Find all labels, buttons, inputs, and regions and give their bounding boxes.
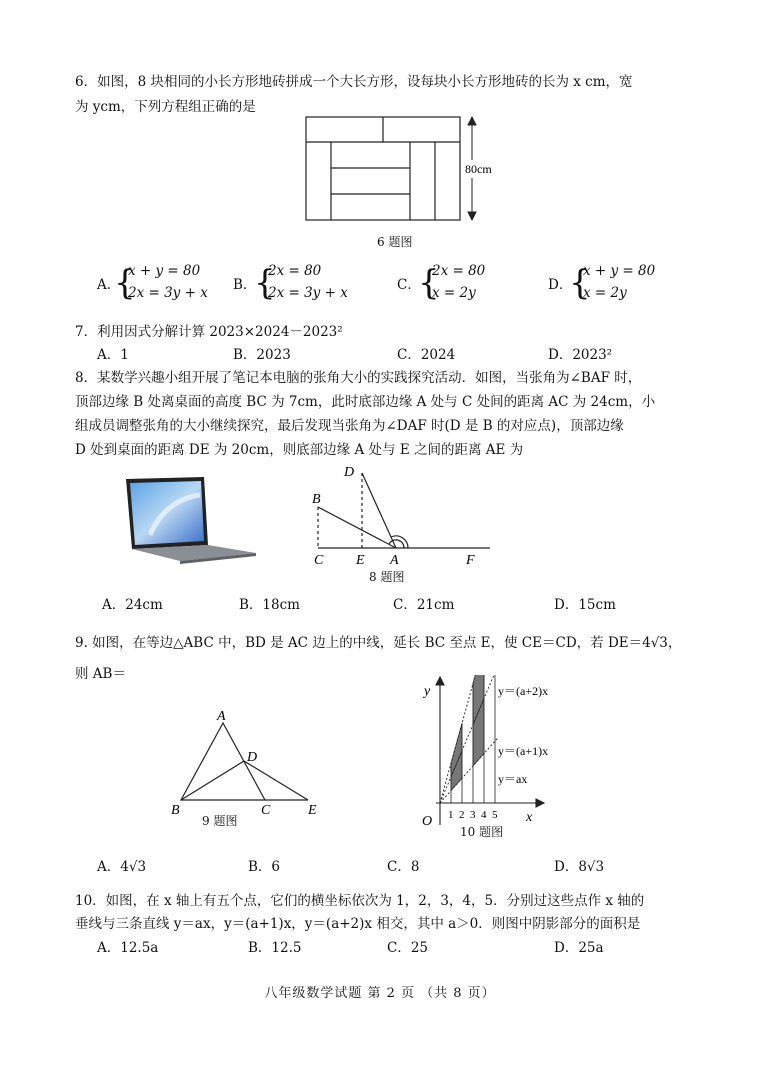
q10-line-a-label: y＝ax bbox=[498, 772, 528, 786]
q7-stem: 7．利用因式分解计算 2023×2024－2023² bbox=[75, 324, 343, 340]
q9-point-a: A bbox=[217, 709, 226, 724]
q9-segment-de bbox=[244, 761, 308, 800]
q7-option-a: A．1 bbox=[97, 347, 129, 363]
q8-stem-line3: 组成员调整张角的大小继续探究，最后发现当张角为∠DAF 时(D 是 B 的对应点)，顶部边缘 bbox=[75, 418, 624, 434]
q8-figure bbox=[300, 460, 500, 580]
q9-point-c: C bbox=[261, 803, 271, 817]
q8-point-a: A bbox=[390, 553, 399, 568]
q6-option-b: { 2x = 80 2x = 3y + x bbox=[254, 263, 348, 303]
q6-option-c: { 2x = 80 x = 2y bbox=[418, 263, 486, 303]
q10-figure bbox=[410, 675, 580, 835]
q6-option-d-eq2: x = 2y bbox=[583, 285, 627, 301]
q8-option-a: A．24cm bbox=[102, 597, 163, 613]
q9-option-d: D．8√3 bbox=[554, 859, 605, 875]
q7-option-c: C．2024 bbox=[397, 347, 456, 363]
q6-stem-line1: 6．如图，8 块相同的小长方形地砖拼成一个大长方形，设每块小长方形地砖的长为 x cm，宽 bbox=[75, 74, 633, 90]
q8-point-c: C bbox=[314, 553, 324, 568]
q8-segment-ba bbox=[318, 507, 396, 548]
page-footer: 八年级数学试题 第 2 页 （共 8 页） bbox=[264, 986, 496, 1001]
q10-caption: 10 题图 bbox=[460, 825, 504, 839]
q6-option-d-eq1: x + y = 80 bbox=[583, 263, 656, 279]
q6-figure bbox=[300, 112, 510, 227]
q6-option-a-eq2: 2x = 3y + x bbox=[128, 285, 208, 301]
q9-option-c: C．8 bbox=[387, 859, 420, 875]
q8-point-e: E bbox=[356, 553, 365, 568]
q9-caption: 9 题图 bbox=[202, 814, 238, 828]
q8-point-d: D bbox=[344, 465, 355, 480]
q6-option-a-eq1: x + y = 80 bbox=[128, 263, 201, 279]
q9-point-d: D bbox=[247, 750, 258, 765]
q10-origin-label: O bbox=[422, 814, 433, 829]
q9-stem-line2: 则 AB＝ bbox=[75, 666, 126, 682]
q6-option-b-label: B． bbox=[233, 277, 257, 293]
q8-stem-line1: 8．某数学兴趣小组开展了笔记本电脑的张角大小的实践探究活动．如图，当张角为∠BAF 时， bbox=[75, 370, 642, 386]
q6-option-c-eq1: 2x = 80 bbox=[432, 263, 486, 279]
q6-option-c-label: C． bbox=[397, 277, 421, 293]
q10-line-a1-label: y＝(a+1)x bbox=[498, 744, 549, 758]
q10-axis-x-label: x bbox=[526, 810, 533, 825]
q8-option-c: C．21cm bbox=[393, 597, 455, 613]
q6-option-a-label: A. bbox=[97, 277, 112, 293]
q10-option-b: B．12.5 bbox=[248, 940, 302, 956]
q9-segment-bd bbox=[181, 761, 244, 800]
q6-dim-label: 80cm bbox=[465, 162, 492, 176]
q9-figure bbox=[165, 705, 335, 817]
q10-graph-line-2 bbox=[440, 675, 498, 803]
q8-point-b: B bbox=[312, 492, 321, 507]
q6-option-c-eq2: x = 2y bbox=[432, 285, 476, 301]
q6-option-a: { x + y = 80 2x = 3y + x bbox=[114, 263, 208, 303]
q9-stem-line1: 9. 如图，在等边△ABC 中，BD 是 AC 边上的中线，延长 BC 至点 E，使 CE＝CD，若 DE＝4√3， bbox=[75, 635, 682, 651]
q6-option-b-eq1: 2x = 80 bbox=[268, 263, 322, 279]
q10-line-a2-label: y＝(a+2)x bbox=[498, 684, 549, 698]
q8-option-d: D．15cm bbox=[554, 597, 616, 613]
q9-option-a: A．4√3 bbox=[97, 859, 147, 875]
q10-option-d: D．25a bbox=[554, 940, 604, 956]
q9-point-b: B bbox=[171, 803, 180, 817]
q8-stem-line4: D 处到桌面的距离 DE 为 20cm，则底部边缘 A 处与 E 之间的距离 AE 为 bbox=[75, 442, 524, 458]
q10-option-a: A．12.5a bbox=[97, 940, 159, 956]
q6-option-d-label: D． bbox=[548, 277, 573, 293]
q8-option-b: B．18cm bbox=[239, 597, 300, 613]
q6-caption: 6 题图 bbox=[377, 235, 413, 249]
q10-stem-line1: 10．如图，在 x 轴上有五个点，它们的横坐标依次为 1，2，3，4，5．分别过这些点作 x 轴的 bbox=[75, 893, 645, 909]
q9-option-b: B．6 bbox=[248, 859, 281, 875]
q10-tick-5: 5 bbox=[492, 809, 498, 821]
q10-graph-line-3 bbox=[440, 675, 498, 803]
laptop-image bbox=[120, 475, 260, 565]
q10-option-c: C．25 bbox=[387, 940, 429, 956]
q6-option-b-eq2: 2x = 3y + x bbox=[268, 285, 348, 301]
q7-option-b: B．2023 bbox=[233, 347, 291, 363]
q6-stem-line2: 为 ycm，下列方程组正确的是 bbox=[75, 99, 256, 115]
q10-tick-3: 3 bbox=[470, 809, 476, 821]
q10-stem-line2: 垂线与三条直线 y＝ax，y＝(a+1)x，y＝(a+2)x 相交，其中 a＞0．则图中阴影部分的面积是 bbox=[75, 916, 641, 932]
q10-tick-2: 2 bbox=[459, 809, 465, 821]
q7-option-d: D．2023² bbox=[548, 347, 613, 363]
q8-point-f: F bbox=[466, 553, 475, 568]
q8-stem-line2: 顶部边缘 B 处离桌面的高度 BC 为 7cm，此时底部边缘 A 处与 C 处间的距离 AC 为 24cm，小 bbox=[75, 394, 656, 410]
q10-tick-4: 4 bbox=[481, 809, 487, 821]
q10-tick-1: 1 bbox=[448, 809, 454, 821]
q6-option-d: { x + y = 80 x = 2y bbox=[569, 263, 656, 303]
q8-caption: 8 题图 bbox=[369, 570, 405, 584]
q9-point-e: E bbox=[308, 803, 317, 817]
q10-axis-y-label: y bbox=[424, 684, 431, 699]
